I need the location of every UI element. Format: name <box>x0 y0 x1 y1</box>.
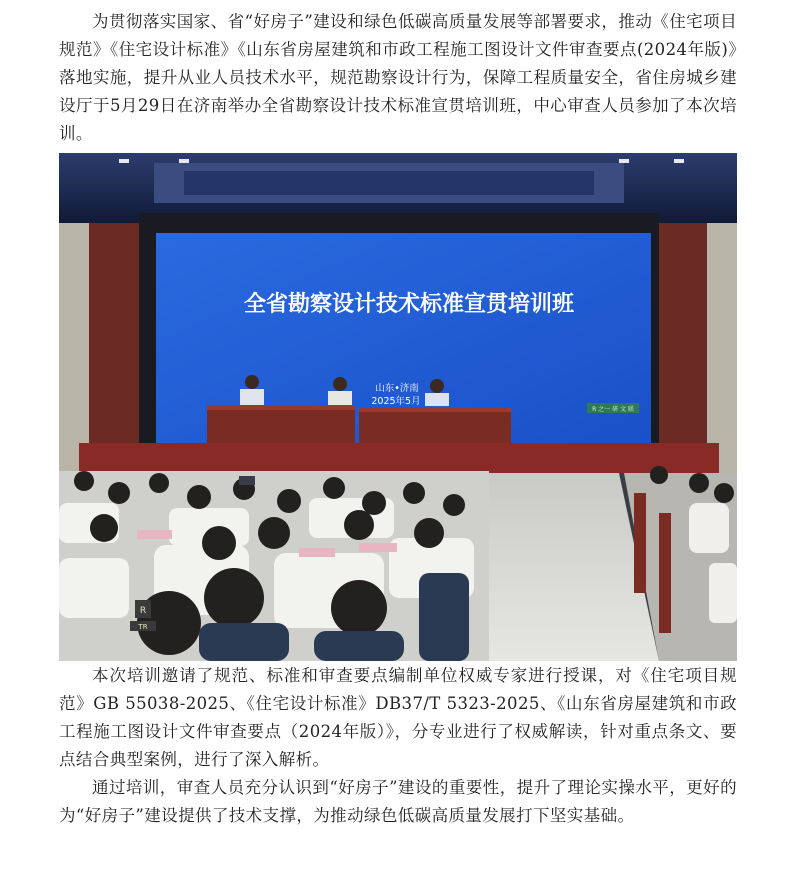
screen-logo: R 之一 研 文 联 <box>592 406 634 413</box>
seat-sign-2: TR <box>138 623 148 631</box>
audience-left <box>59 471 489 661</box>
screen-title: 全省勘察设计技术标准宣贯培训班 <box>243 292 575 317</box>
training-session-photo <box>59 153 737 661</box>
intro-paragraph: 为贯彻落实国家、省“好房子”建设和绿色低碳高质量发展等部署要求，推动《住宅项目规范》《住宅设计标准》《山东省房屋建筑和市政工程施工图设计文件审查要点(2024年版)》落地实施，提升从业人员技术水平，规范勘察设计行为，保障工程质量安全，省住房城乡建设厅于5月29日在济南举办全省勘察设计技术标准宣贯培训班，中心审查人员参加了本次培训。 <box>59 12 737 143</box>
seat-sign-1: R <box>139 606 147 616</box>
screen-date: 2025年5月 <box>371 396 421 407</box>
screen-location: 山东•济南 <box>375 383 419 394</box>
conclusion-paragraph: 通过培训，审查人员充分认识到“好房子”建设的重要性，提升了理论实操水平，更好的为“好房子”建设提供了技术支撑，为推动绿色低碳高质量发展打下坚实基础。 <box>59 778 737 825</box>
content-paragraph: 本次培训邀请了规范、标准和审查要点编制单位权威专家进行授课，对《住宅项目规范》GB 55038-2025、《住宅设计标准》DB37/T 5323-2025、《山东省房屋建筑和市政工程施工图设计文件审查要点（2024年版）》，分专业进行了权威解读，针对重点条文、要点结合典型案例，进行了深入解析。 <box>59 666 737 769</box>
